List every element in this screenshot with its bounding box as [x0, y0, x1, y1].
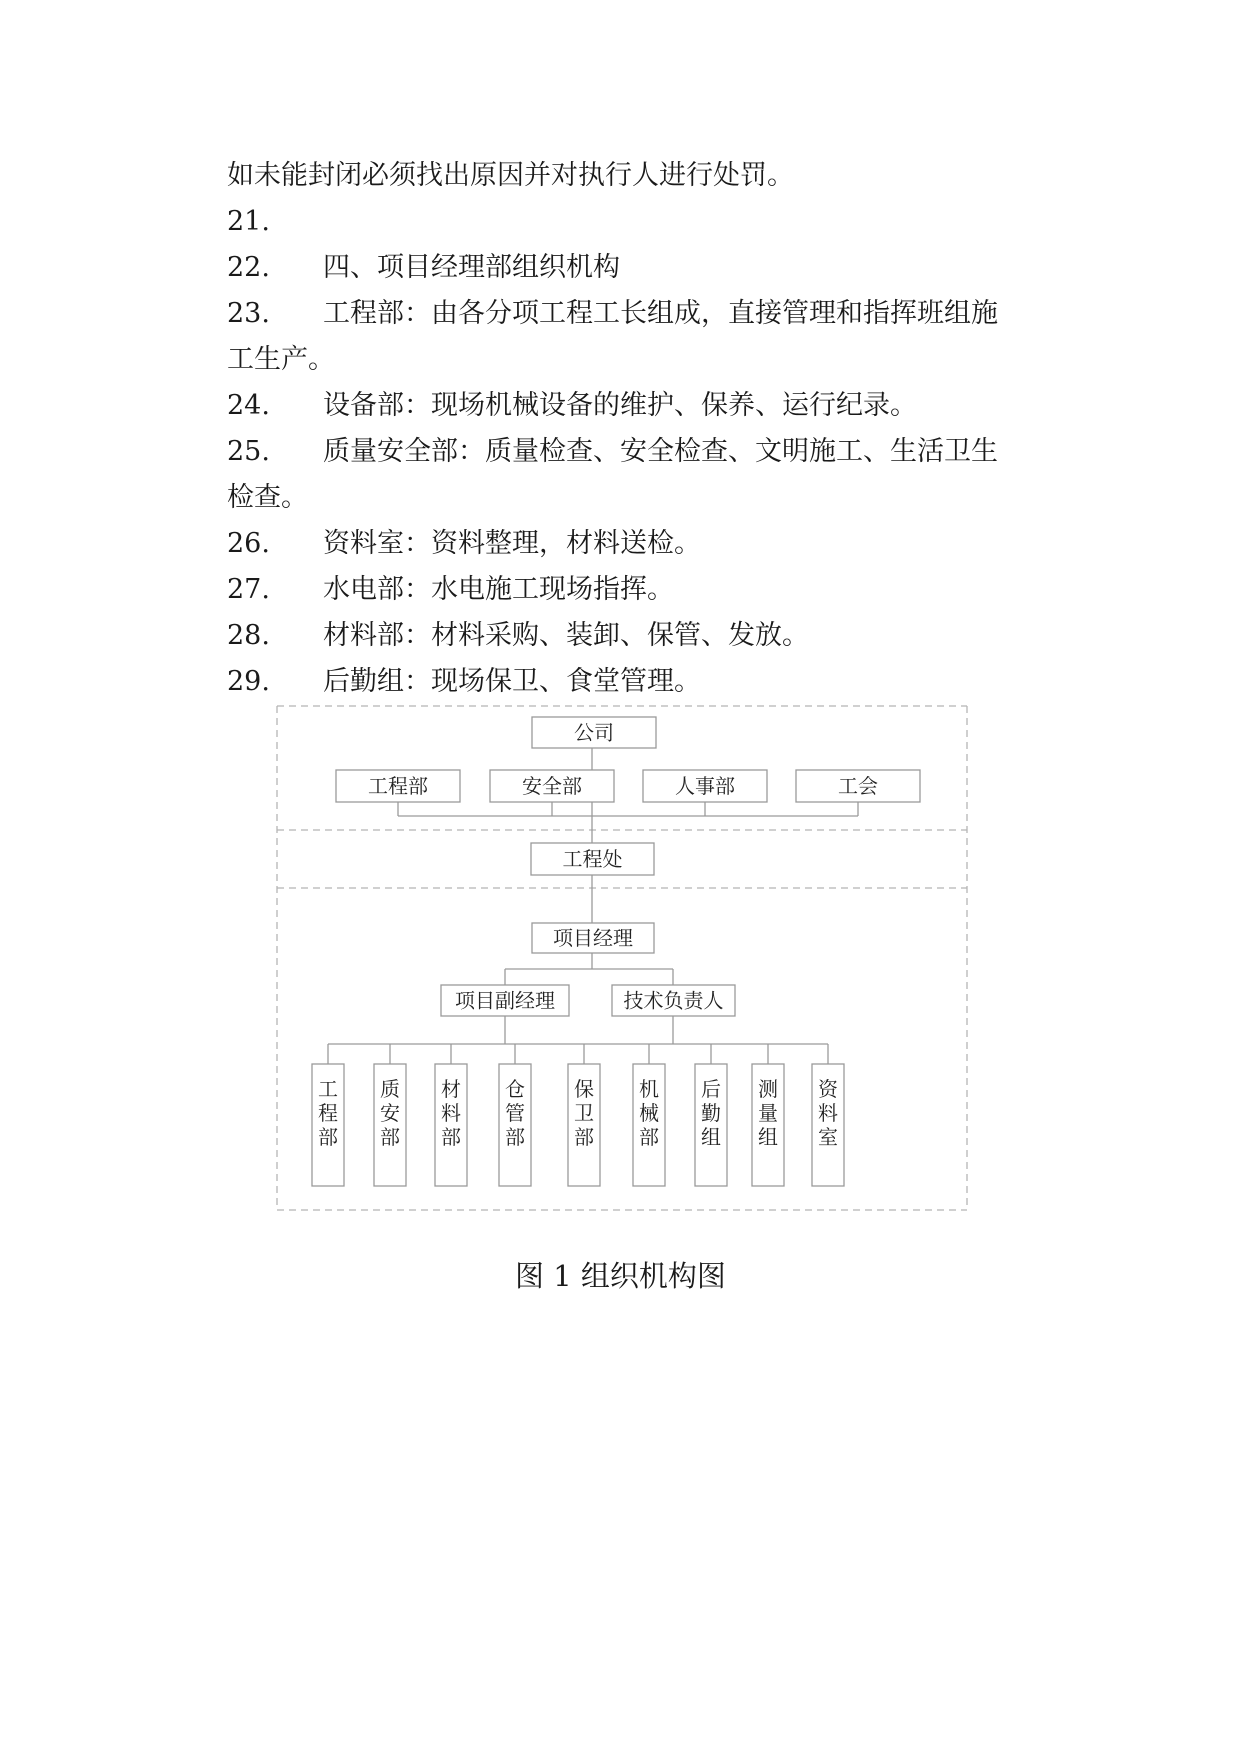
team-label: 测量组	[758, 1077, 778, 1149]
paragraph-continuation: 工生产。	[227, 344, 335, 375]
team-label: 保卫部	[574, 1077, 594, 1149]
paragraph-line: 21.	[227, 206, 270, 237]
company-dept-label: 人事部	[675, 774, 735, 798]
company-dept-label: 工会	[838, 774, 878, 798]
project-manager-label: 项目经理	[553, 926, 633, 950]
technical-lead-label: 技术负责人	[623, 988, 724, 1013]
paragraph-line: 24. 设备部：现场机械设备的维护、保养、运行纪录。	[227, 390, 917, 421]
company-label: 公司	[574, 720, 614, 745]
figure-caption: 图 1 组织机构图	[515, 1259, 726, 1293]
paragraph-line: 23. 工程部：由各分项工程工长组成，直接管理和指挥班组施	[227, 298, 998, 329]
team-label: 机械部	[639, 1077, 659, 1149]
paragraph-line: 29. 后勤组：现场保卫、食堂管理。	[227, 666, 701, 697]
paragraph-line: 28. 材料部：材料采购、装卸、保管、发放。	[227, 620, 809, 651]
paragraph-continuation: 检查。	[227, 482, 308, 513]
deputy-manager-label: 项目副经理	[455, 988, 555, 1013]
team-label: 材料部	[441, 1077, 461, 1149]
team-label: 后勤组	[701, 1077, 721, 1149]
team-label: 工程部	[318, 1077, 338, 1149]
engineering-office-label: 工程处	[562, 847, 623, 871]
company-dept-label: 工程部	[368, 774, 428, 798]
paragraph-line: 25. 质量安全部：质量检查、安全检查、文明施工、生活卫生	[227, 436, 998, 467]
paragraph-line: 27. 水电部：水电施工现场指挥。	[227, 574, 674, 605]
company-dept-label: 安全部	[522, 774, 582, 798]
paragraph-line: 26. 资料室：资料整理，材料送检。	[227, 528, 701, 559]
team-label: 质安部	[380, 1077, 400, 1149]
team-label: 资料室	[818, 1077, 838, 1149]
paragraph-line: 如未能封闭必须找出原因并对执行人进行处罚。	[227, 160, 794, 191]
section-heading: 22. 四、项目经理部组织机构	[227, 252, 620, 283]
team-label: 仓管部	[505, 1077, 525, 1149]
